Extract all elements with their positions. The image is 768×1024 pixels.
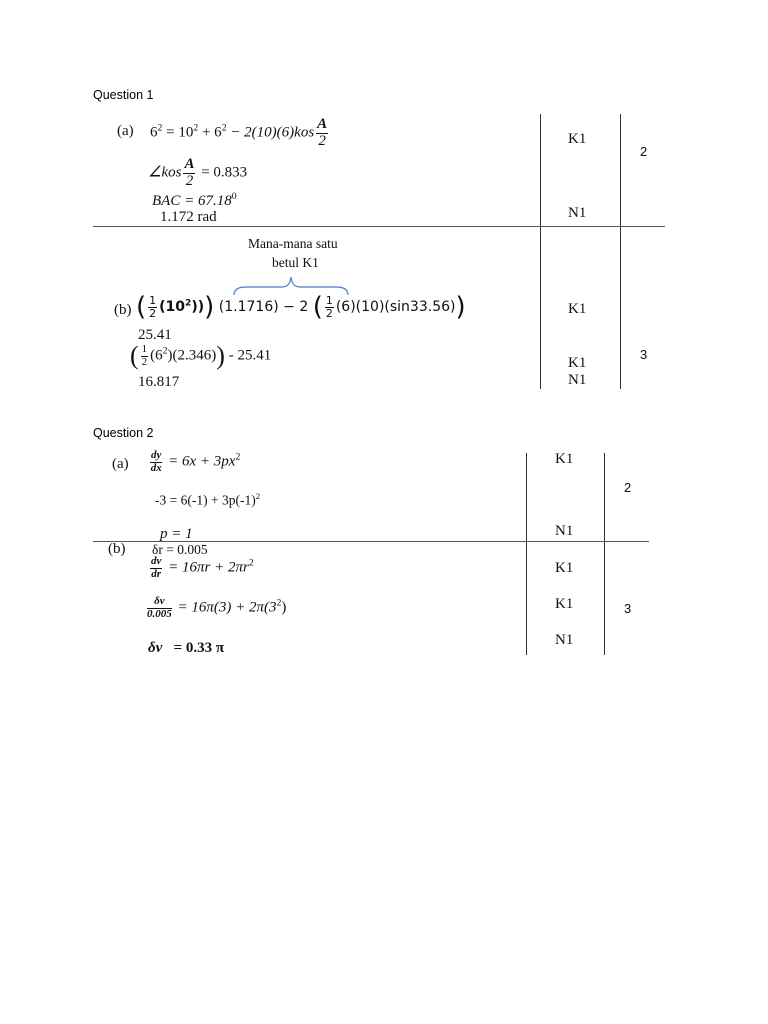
table-divider bbox=[604, 453, 605, 655]
brace-note-line-2: betul K1 bbox=[272, 255, 319, 270]
equation-substitution: $-3 = 6(-1) + 3p(-1)^2$ bbox=[155, 491, 261, 508]
result-p-value: p = 1 bbox=[160, 526, 193, 542]
table-divider bbox=[620, 114, 621, 389]
equation-volume-derivative: $\frac{dv}{dr}$ = $16\pi r + 2\pi r^2$ bbox=[151, 555, 254, 580]
table-divider bbox=[540, 114, 541, 389]
mark-k1: K1 bbox=[568, 355, 587, 371]
part-a-label: (a) bbox=[112, 456, 129, 472]
mark-n1: N1 bbox=[568, 372, 587, 388]
result-shaded-area: 16.817 bbox=[138, 374, 180, 390]
mark-k1: K1 bbox=[555, 451, 574, 467]
equation-radians: 1.172 rad bbox=[160, 209, 217, 225]
equation-small-change: $\frac{\delta v}{0.005}$ = $16\pi(3) + 2\pi(3^2)$ bbox=[147, 595, 287, 620]
mark-n1: N1 bbox=[555, 523, 574, 539]
result-delta-v: δv = 0.33 π bbox=[148, 640, 225, 656]
total-marks-a: 2 bbox=[640, 144, 648, 159]
mark-n1: N1 bbox=[555, 632, 574, 648]
brace-note-line-1: Mana-mana satu bbox=[248, 236, 338, 251]
result-segment-area: 25.41 bbox=[138, 327, 172, 343]
equation-cosine-rule: $6^2 = 10^2 + 6^2 - 2(10)(6)kos$ $\frac{A}{2}$ bbox=[150, 116, 328, 149]
row-divider bbox=[93, 226, 665, 227]
mark-n1: N1 bbox=[568, 205, 587, 221]
table-divider bbox=[526, 453, 527, 655]
equation-kos-value: ∠kos $\frac{A}{2}$ = 0.833 bbox=[148, 156, 248, 189]
mark-k1: K1 bbox=[555, 596, 574, 612]
part-a-label: (a) bbox=[117, 123, 134, 139]
mark-k1: K1 bbox=[555, 560, 574, 576]
question-1-heading: Question 1 bbox=[93, 88, 154, 102]
total-marks-b: 3 bbox=[624, 601, 632, 616]
total-marks-b: 3 bbox=[640, 347, 648, 362]
part-b-label: (b) bbox=[114, 302, 132, 318]
equation-angle-bac: BAC = $67.18^0$ bbox=[152, 191, 237, 209]
question-2-heading: Question 2 bbox=[93, 426, 154, 440]
part-b-label: (b) bbox=[108, 541, 126, 557]
equation-delta-r: δr = 0.005 bbox=[152, 542, 208, 557]
mark-k1: K1 bbox=[568, 301, 587, 317]
mark-k1: K1 bbox=[568, 131, 587, 147]
equation-area-difference: ( $\frac{1}{2}$ $(10^2)$)) (1.1716) − 2 ( $\frac{1}{2}$ (6)(10)(sin33.56)) bbox=[136, 292, 466, 322]
equation-derivative: $\frac{dy}{dx}$ = $6x + 3px^2$ bbox=[150, 449, 241, 474]
equation-shaded-area: ( $\frac{1}{2}$ $(6^2)(2.346)) - 25.41$ bbox=[130, 341, 272, 370]
total-marks-a: 2 bbox=[624, 480, 632, 495]
